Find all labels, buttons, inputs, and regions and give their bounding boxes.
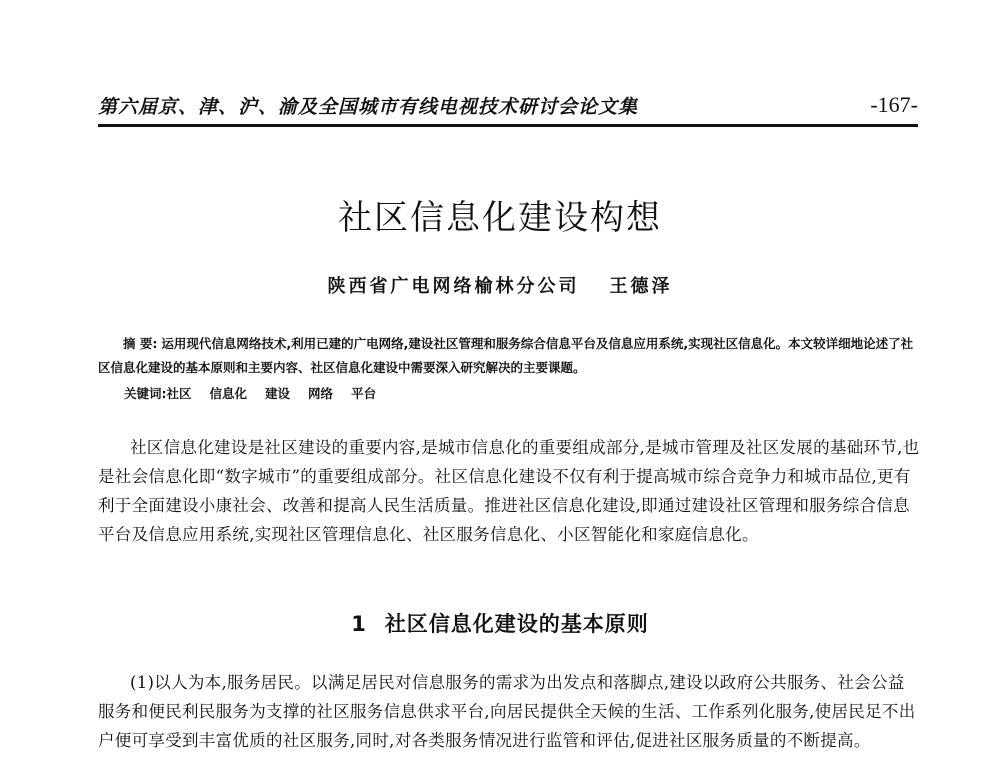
affiliation: 陕西省广电网络榆林分公司: [327, 276, 580, 297]
article-title: 社区信息化建设构想: [338, 198, 662, 238]
abstract-text: 运用现代信息网络技术,利用已建的广电网络,建设社区管理和服务综合信息平台及信息应用系统,实现社区信息化。本文较详细地论述了社区信息化建设的基本原则和主要内容、社区信息化建设中需要深入研究解决的主要课题。: [98, 336, 914, 375]
intro-section: [98, 433, 920, 549]
section-number: 1: [351, 612, 367, 636]
keywords: [124, 384, 394, 402]
intro-paragraph: 社区信息化建设是社区建设的重要内容,是城市信息化的重要组成部分,是城市管理及社区发展的基础环节,也是社会信息化即“数字城市”的重要组成部分。社区信息化建设不仅有利于提高城市综合竞争力和城市品位,更有利于全面建设小康社会、改善和提高人民生活质量。推进社区信息化建设,即通过建设社区管理和服务综合信息平台及信息应用系统,实现社区管理信息化、社区服务信息化、小区智能化和家庭信息化。: [98, 438, 920, 544]
author: 王德泽: [609, 276, 673, 297]
keyword: 网络: [308, 386, 334, 401]
section-body: [98, 668, 920, 755]
journal-title: 第六届京、津、沪、渝及全国城市有线电视技术研讨会论文集: [98, 96, 639, 118]
page-number: -167-: [870, 92, 918, 117]
keyword: 社区: [166, 386, 192, 401]
keyword: 信息化: [209, 386, 248, 401]
abstract-label: 摘 要:: [123, 336, 158, 351]
section-paragraph: (1)以人为本,服务居民。以满足居民对信息服务的需求为出发点和落脚点,建设以政府公共服务、社会公益服务和便民利民服务为支撑的社区服务信息供求平台,向居民提供全天候的生活、工作系列化服务,使居民足不出户便可享受到丰富优质的社区服务,同时,对各类服务情况进行监管和评估,促进社区服务质量的不断提高。: [98, 673, 916, 750]
running-header: [98, 88, 918, 127]
keyword: 建设: [265, 386, 291, 401]
keywords-label: 关键词:: [124, 386, 167, 401]
byline: [0, 272, 1000, 298]
abstract: [98, 332, 920, 380]
section-heading: [0, 608, 1000, 638]
keyword: 平台: [351, 386, 377, 401]
section-title: 社区信息化建设的基本原则: [384, 612, 649, 636]
